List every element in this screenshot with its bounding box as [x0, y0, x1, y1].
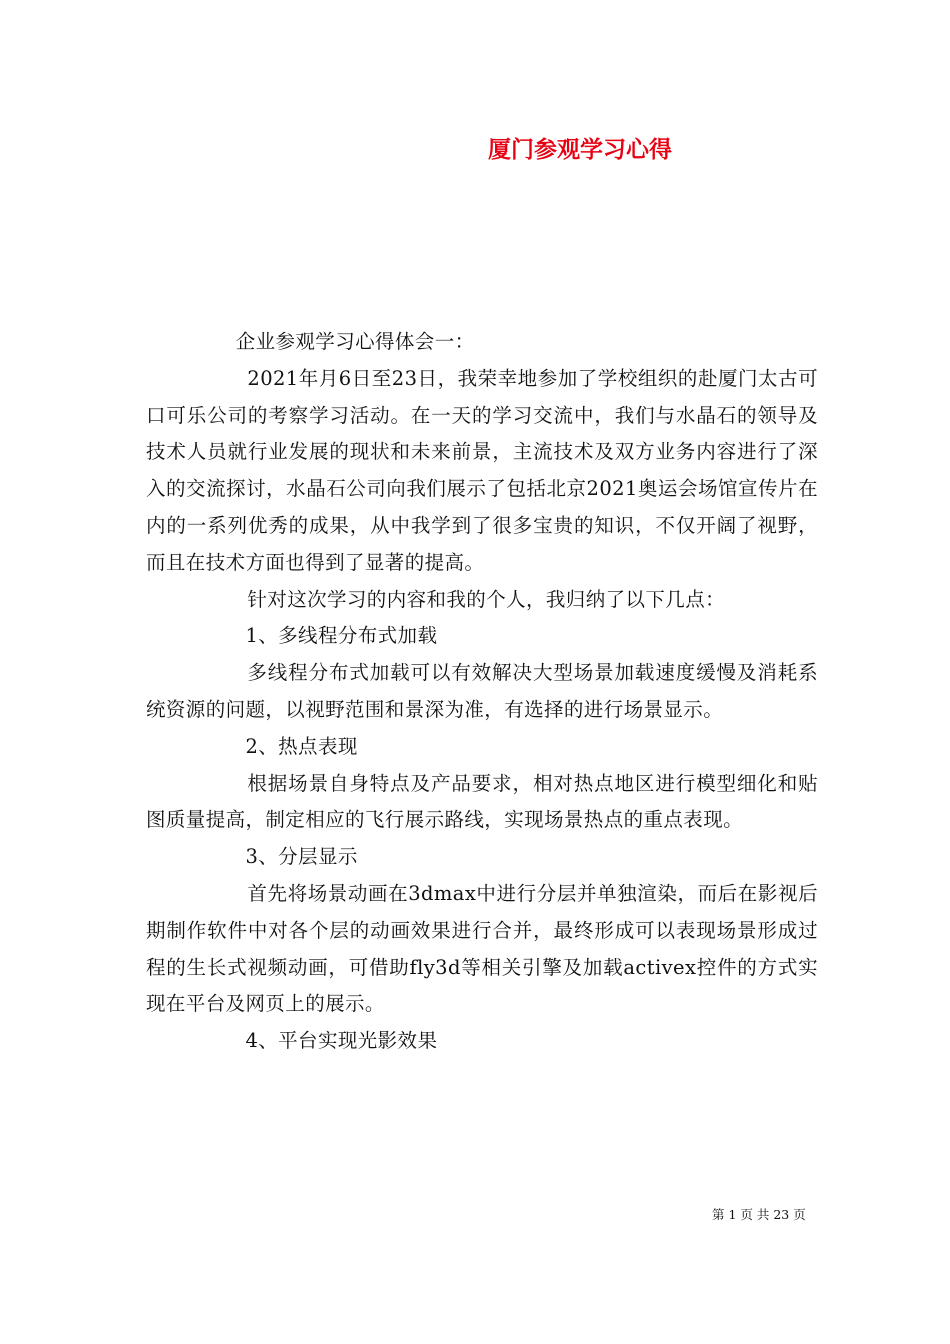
point-heading-2: 2、热点表现	[245, 734, 358, 758]
point-heading-4: 4、平台实现光影效果	[245, 1029, 438, 1053]
point-heading-3: 3、分层显示	[245, 845, 358, 869]
point-body-1: 多线程分布式加载可以有效解决大型场景加载速度缓慢及消耗系统资源的问题，以视野范围和景深为准，有选择的进行场景显示。	[146, 661, 818, 721]
point-body-3: 首先将场景动画在3dmax中进行分层并单独渲染，而后在影视后期制作软件中对各个层的动画效果进行合并，最终形成可以表现场景形成过程的生长式视频动画，可借助fly3d等相关引擎及加载activex控件的方式实现在平台及网页上的展示。	[146, 881, 818, 1016]
paragraph-intro: 2021年月6日至23日，我荣幸地参加了学校组织的赴厦门太古可口可乐公司的考察学习活动。在一天的学习交流中，我们与水晶石的领导及技术人员就行业发展的现状和未来前景，主流技术及双方业务内容进行了深入的交流探讨，水晶石公司向我们展示了包括北京2021奥运会场馆宣传片在内的一系列优秀的成果，从中我学到了很多宝贵的知识，不仅开阔了视野，而且在技术方面也得到了显著的提高。	[146, 366, 818, 574]
point-heading-1: 1、多线程分布式加载	[245, 624, 438, 648]
paragraph-summary-lead: 针对这次学习的内容和我的个人，我归纳了以下几点：	[247, 587, 725, 611]
document-title: 厦门参观学习心得	[488, 136, 672, 163]
page-number-footer: 第 1 页 共 23 页	[712, 1207, 806, 1222]
document-body	[146, 324, 818, 1060]
section-heading: 企业参观学习心得体会一：	[235, 330, 475, 353]
point-body-2: 根据场景自身特点及产品要求，相对热点地区进行模型细化和贴图质量提高，制定相应的飞行展示路线，实现场景热点的重点表现。	[146, 771, 818, 832]
